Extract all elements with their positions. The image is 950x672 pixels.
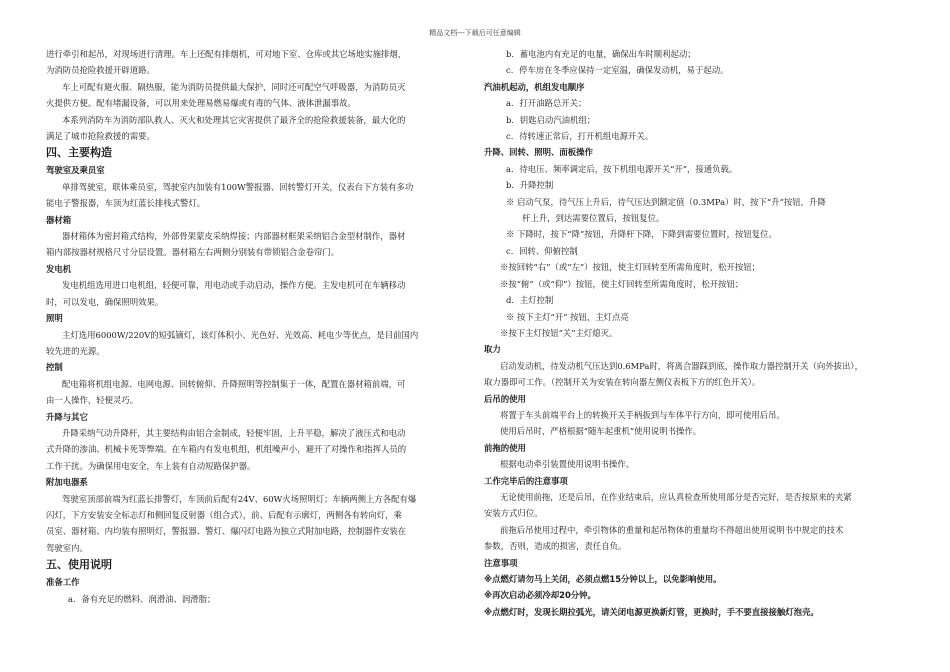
section-heading: 后吊的使用: [484, 393, 526, 404]
list-item: ※按回转“右”（或“左”）按钮，使主灯回转至所需角度时，松开按钮；: [500, 262, 760, 273]
list-item: ※ 启动气泵，待气压上升后，待气压达到额定值（0.3MPa）时，按下“升”按钮，升降: [506, 196, 826, 207]
paragraph-line: 使用后吊时，严格根据“随车起重机”使用说明书操作。: [500, 426, 702, 437]
paragraph-line: 将置于车头前端平台上的转换开关手柄扳到与车体平行方向，即可使用后吊。: [500, 409, 785, 420]
warning-note: ※点燃灯时，发现长期拉弧光，请关闭电源更换新灯管，更换时，手不要直接接触灯泡壳。: [484, 606, 819, 617]
paragraph-line: 由一人操作，轻便灵巧。: [46, 395, 139, 406]
paragraph-line: 安装方式归位。: [484, 508, 543, 519]
paragraph-line: 无论使用前拖，还是后吊，在作业结束后，应认真检查所使用部分是否完好，是否按原来的夹紧: [500, 491, 852, 502]
paragraph-line: 配电箱将机组电源、电网电源、回转俯仰、升降照明等控制集于一体，配置在器材箱前端，可: [62, 378, 406, 389]
paragraph-line: 员室、器材箱、内均装有照明灯，警报器、警灯、爆闪灯电路为独立式附加电路，控制器件安装在: [46, 526, 407, 537]
paragraph-line: 取力器即可工作。（控制开关为安装在转向器左侧仪表板下方的红色开关）。: [484, 377, 761, 388]
paragraph-line: 工作干扰。为确保用电安全，车上装有自动短路保护器。: [46, 460, 256, 471]
paragraph-line: 驾驶室顶部前端为红蓝长排警灯，车顶前后配有24V、60W火场照明灯；车辆两侧上方各配有爆: [62, 493, 417, 504]
section-heading: 工作完毕后的注意事项: [484, 475, 568, 486]
list-item: c．待转速正常后，打开机组电源开关。: [506, 131, 654, 142]
paragraph-line: 火提供方便。配有堵漏设备，可以用来处理易燃易爆或有毒的气体、液体泄漏事故。: [46, 98, 356, 109]
list-item: d．主灯控制: [506, 295, 554, 306]
list-item: b．钥匙启动汽油机组；: [506, 114, 596, 125]
paragraph-line: 参数，否则，造成的损害，责任自负。: [484, 541, 627, 552]
paragraph-line: 驾驶室内。: [46, 542, 88, 553]
section-heading: 注意事项: [484, 557, 518, 568]
section-heading: 升降与其它: [46, 411, 88, 422]
warning-note: ※再次启动必须冷却20分钟。: [484, 590, 596, 601]
paragraph-line: 车上可配有避火服、隔热服，能为消防员提供最大保护，同时还可配空气呼吸器，为消防员灭: [62, 81, 406, 92]
paragraph-line: 式升降的渗油、机械卡死等弊端。在车箱内有发电机组，机组噪声小，避开了对操作和指挥人员的: [46, 444, 407, 455]
paragraph-line: 较先进的光源。: [46, 345, 105, 356]
paragraph-line: 升降采纳气动升降杆，其主要结构由铝合金制成，轻便牢固，上升平稳，解决了液压式和电动: [62, 427, 406, 438]
list-item: a．待电压、频率调定后，按下机组电源开关“开”，接通负载。: [506, 163, 738, 174]
section-heading: 附加电器系: [46, 477, 88, 488]
paragraph-line: 为消防员抢险救援开辟道路。: [46, 65, 155, 76]
paragraph-line: 满足了城市抢险救援的需要。: [46, 131, 155, 142]
paragraph-line: 时，可以发电，确保照明效果。: [46, 296, 164, 307]
paragraph-line: 器材箱体为密封箱式结构，外部骨架蒙皮采纳焊接；内部器材框架采纳铝合金型材制作，器材: [62, 231, 406, 242]
list-item: a．打开油路总开关；: [506, 98, 587, 109]
list-item: b．升降控制: [506, 180, 554, 191]
list-item: a．备有充足的燃料、润滑油、润滑脂；: [68, 593, 216, 604]
chapter-heading: 四、主要构造: [46, 146, 112, 160]
paragraph-line: 启动发动机，待发动机气压达到0.6MPa时，将离合器踩到底，操作取力器控制开关（向外拔出），: [500, 360, 863, 371]
list-item: 杆上升，到达需要位置后，按钮复位。: [522, 213, 665, 224]
list-item: c．回转、仰俯控制: [506, 245, 578, 256]
paragraph-line: 本系列消防车为消防部队救人、灭火和处理其它灾害提供了最齐全的抢险救援装备，最大化的: [62, 114, 406, 125]
left-column: [46, 46, 466, 607]
paragraph-line: 闪灯，下方安装安全标志灯和侧回复反射器（组合式），前、后配有示廓灯，两侧各有转向灯，乘: [46, 509, 402, 520]
paragraph-line: 单排驾驶室，联体乘员室，驾驶室内加装有100W警报器、回转警灯开关，仪表台下方装有多功: [62, 181, 414, 192]
list-item: c．停车房在冬季应保持一定室温，确保发动机，易于起动。: [506, 65, 729, 76]
warning-note: ※点燃灯请勿马上关闭，必须点燃15分钟以上，以免影响使用。: [484, 574, 722, 584]
section-heading: 取力: [484, 344, 501, 355]
section-heading: 器材箱: [46, 214, 72, 225]
section-heading: 控制: [46, 362, 63, 373]
list-item: ※按下主灯按钮“关”主灯熄灭。: [500, 327, 618, 338]
section-heading: 准备工作: [46, 577, 80, 588]
section-heading: 汽油机起动，机组发电顺序: [484, 81, 585, 92]
section-heading: 发电机: [46, 263, 72, 274]
list-item: ※ 按下主灯“开” 按钮，主灯点亮: [506, 311, 629, 322]
right-column: [484, 46, 909, 620]
paragraph-line: 发电机组选用进口电机组，轻便可靠，用电动或手动启动，操作方便。主发电机可在车辆移动: [62, 280, 406, 291]
paragraph-line: 进行牵引和起吊，对现场进行清理。车上还配有排烟机，可对地下室、仓库或其它场地实施排烟，: [46, 49, 407, 59]
list-item: ※ 下降时，按下“降”按钮，升降杆下降，下降到需要位置时，按钮复位。: [506, 229, 777, 240]
page-header: 精品文档---下载后可任意编辑: [429, 29, 521, 37]
section-heading: 前拖的使用: [484, 442, 526, 453]
list-item: b．蓄电池内有充足的电量，确保出车时顺利起动；: [506, 49, 696, 59]
paragraph-line: 主灯选用6000W/220V的短弧镝灯，该灯体积小、光色好、光效高、耗电少等优点，是目前国内: [62, 329, 419, 340]
paragraph-line: 箱内部按器材规格尺寸分层设置。器材箱左右两侧分别装有带锁铝合金卷帘门。: [46, 247, 340, 258]
paragraph-line: 能电子警报器，车顶为红蓝长排栈式警灯。: [46, 198, 206, 209]
chapter-heading: 五、使用说明: [46, 558, 112, 572]
paragraph-line: 根据电动牵引装置使用说明书操作。: [500, 459, 634, 470]
section-heading: 驾驶室及乘员室: [46, 165, 105, 176]
section-heading: 照明: [46, 313, 63, 324]
paragraph-line: 前拖后吊使用过程中，牵引物体的重量和起吊物体的重量均不得超出使用说明书中规定的技术: [500, 524, 844, 535]
section-heading: 升降、回转、照明、面板操作: [484, 147, 593, 158]
list-item: ※按“俯”（或“仰”）按钮，使主灯回转至所需角度时，松开按钮；: [500, 278, 744, 289]
